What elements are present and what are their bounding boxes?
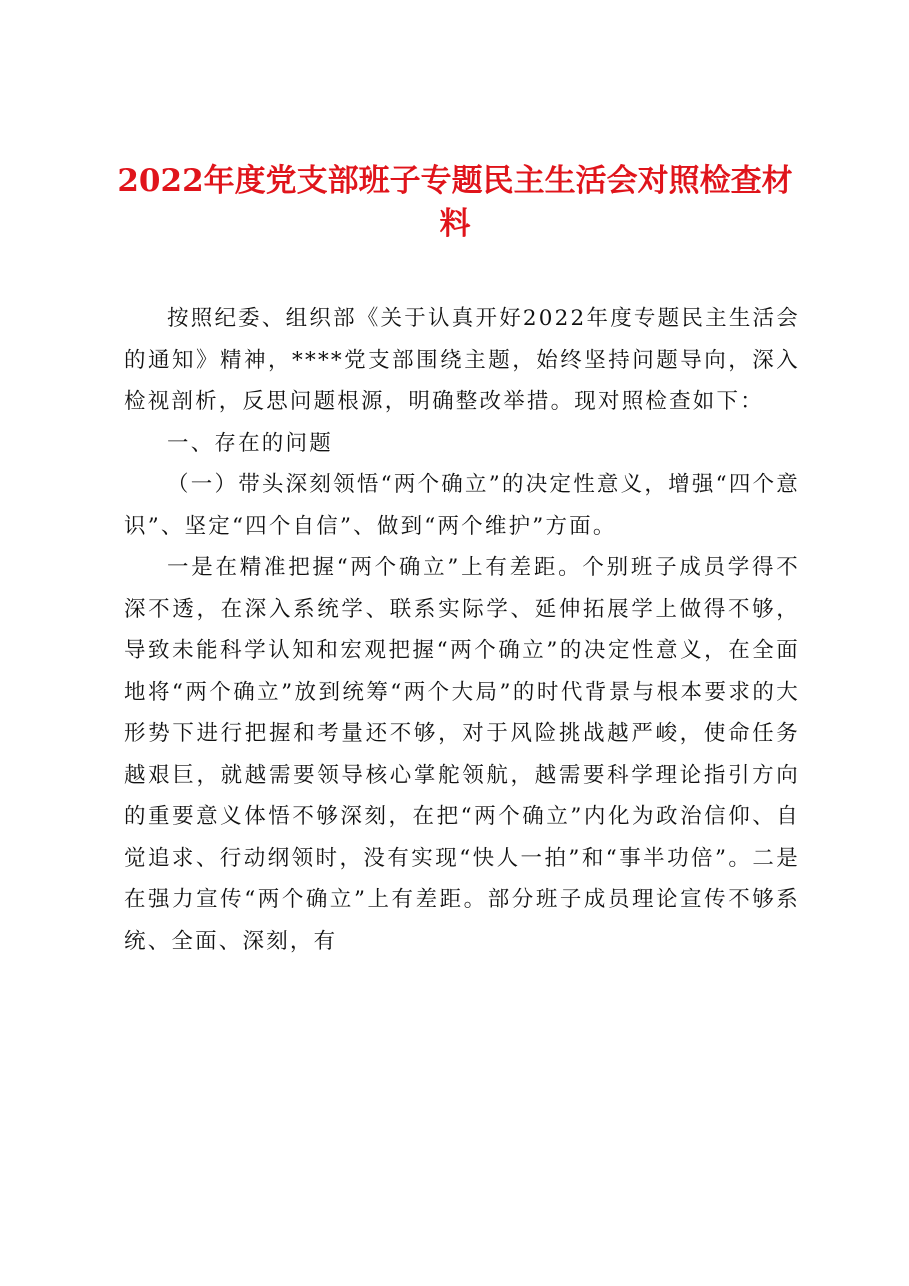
document-title: 2022年度党支部班子专题民主生活会对照检查材料 — [117, 163, 793, 242]
body-paragraph: 一是在精准把握“两个确立”上有差距。个别班子成员学得不深不透，在深入系统学、联系实际学、延伸拓展学上做得不够，导致未能科学认知和宏观把握“两个确立”的决定性意义，在全面地将“两个确立”放到统筹“两个大局”的时代背景与根本要求的大形势下进行把握和考量还不够，对于风险挑战越严峻，使命任务越艰巨，就越需要领导核心掌舵领航，越需要科学理论指引方向的重要意义体悟不够深刻，在把“两个确立”内化为政治信仰、自觉追求、行动纲领时，没有实现“快人一拍”和“事半功倍”。二是在强力宣传“两个确立”上有差距。部分班子成员理论宣传不够系统、全面、深刻，有 — [124, 555, 800, 954]
document-body — [124, 298, 800, 962]
intro-paragraph: 按照纪委、组织部《关于认真开好2022年度专题民主生活会的通知》精神，****党支部围绕主题，始终坚持问题导向，深入检视剖析，反思问题根源，明确整改举措。现对照检查如下： — [124, 306, 800, 414]
section-heading: 一、存在的问题 — [167, 430, 333, 456]
subsection-heading: （一）带头深刻领悟“两个确立”的决定性意义，增强“四个意识”、坚定“四个自信”、做到“两个维护”方面。 — [124, 472, 800, 539]
